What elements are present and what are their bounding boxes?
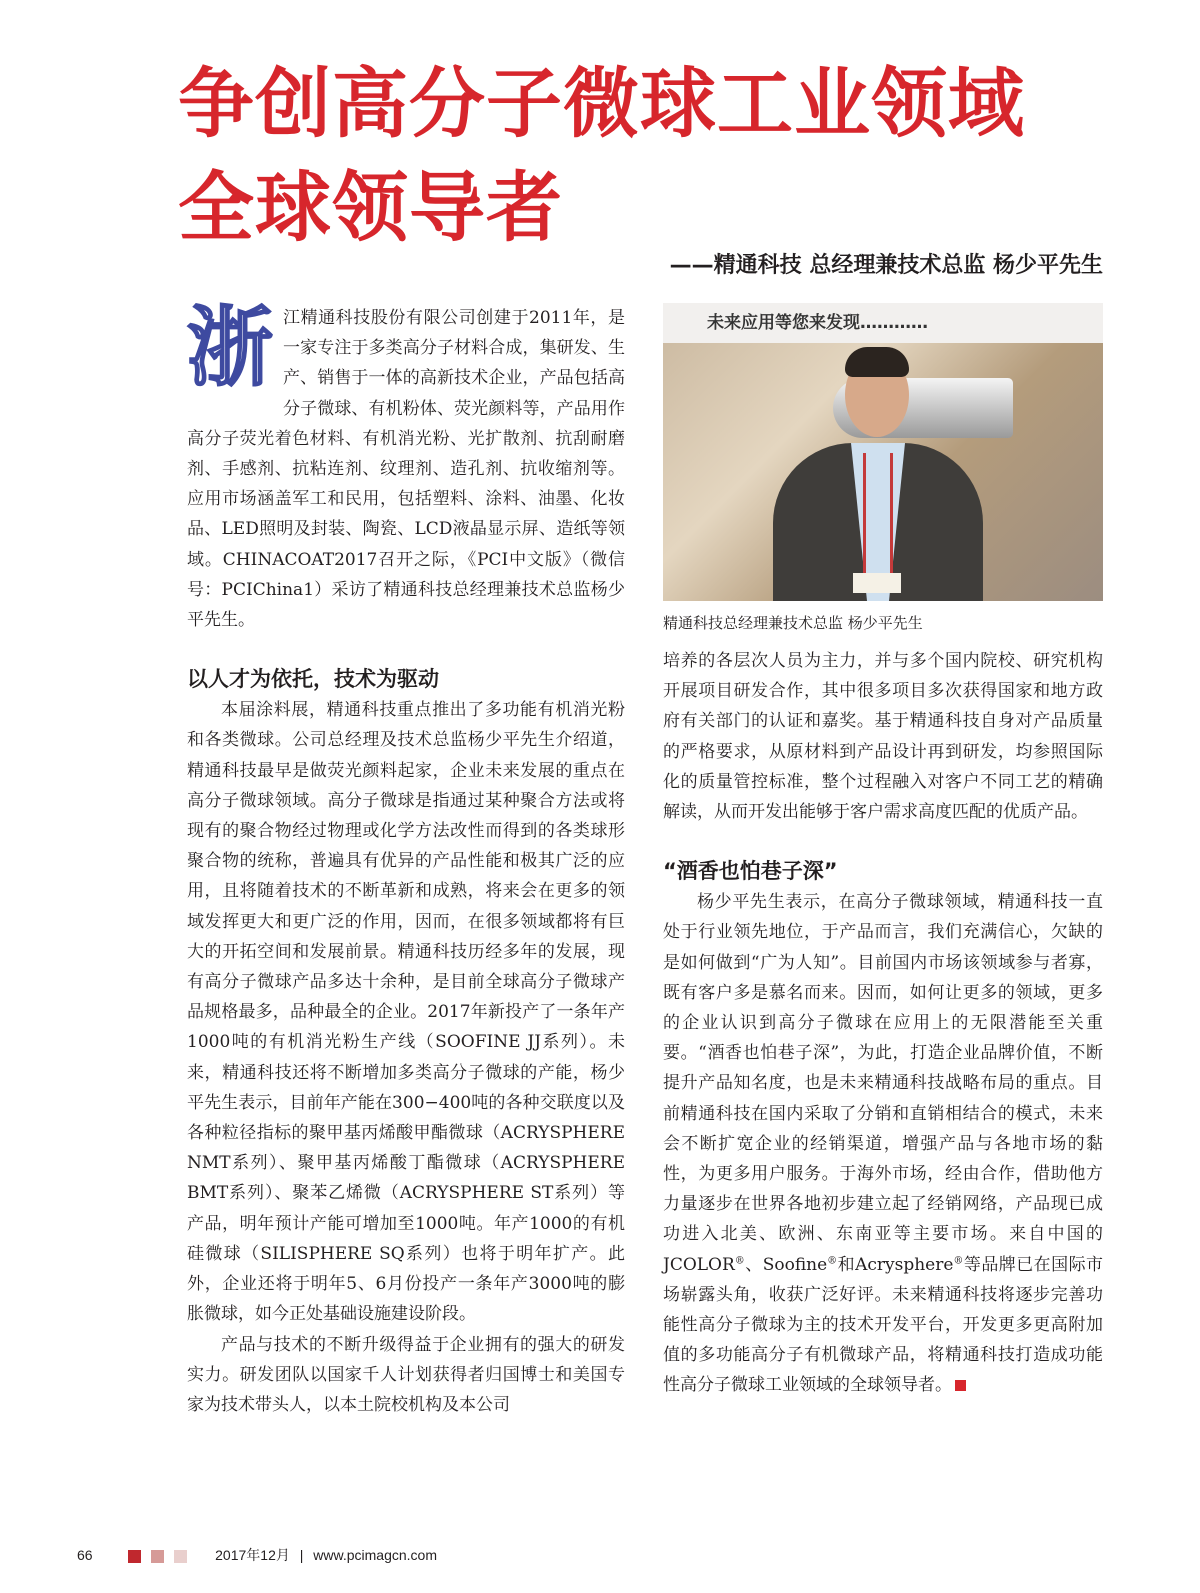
section-heading-1: 以人才为依托，技术为驱动 bbox=[187, 667, 439, 692]
left-column bbox=[187, 298, 625, 1420]
conjunction: 和 bbox=[837, 1254, 856, 1275]
registered-mark: ® bbox=[953, 1255, 964, 1266]
name-badge bbox=[853, 573, 901, 593]
brand-jcolor: JCOLOR bbox=[663, 1254, 735, 1275]
footer-square-icon-2 bbox=[151, 1550, 164, 1563]
page-number: 66 bbox=[77, 1547, 93, 1563]
brand-soofine: Soofine bbox=[762, 1254, 828, 1275]
section1-paragraph-2-start: 产品与技术的不断升级得益于企业拥有的强大的研发实力。研发团队以国家千人计划获得者归国博士和美国专家为技术带头人，以本土院校机构及本公司 bbox=[187, 1334, 625, 1415]
end-mark-icon bbox=[955, 1380, 966, 1391]
section2-text-a: 杨少平先生表示，在高分子微球领域，精通科技一直处于行业领先地位，于产品而言，我们充满信心，欠缺的是如何做到“广为人知”。目前国内市场该领域参与者寡，既有客户多是慕名而来。因而，如何让更多的领域，更多的企业认识到高分子微球在应用上的无限潜能至关重要。“酒香也怕巷子深”，为此，打造企业品牌价值，不断提升产品知名度，也是未来精通科技战略布局的重点。目前精通科技在国内采取了分销和直销相结合的模式，未来会不断扩宽企业的经销渠道，增强产品与各地市场的黏性，为更多用户服务。于海外市场，经由合作，借助他方力量逐步在世界各地初步建立起了经销网络，产品现已成功进入北美、欧洲、东南亚等主要市场。来自中国的 bbox=[663, 892, 1103, 1245]
footer-square-icon-3 bbox=[174, 1550, 187, 1563]
separator-comma: 、 bbox=[744, 1254, 763, 1275]
article-title bbox=[178, 52, 1138, 260]
byline: ——精通科技 总经理兼技术总监 杨少平先生 bbox=[669, 253, 1103, 278]
registered-mark: ® bbox=[827, 1255, 838, 1266]
section1-paragraph-2-continued: 培养的各层次人员为主力，并与多个国内院校、研究机构开展项目研发合作，其中很多项目多次获得国家和地方政府有关部门的认证和嘉奖。基于精通科技自身对产品质量的严格要求，从原材料到产品设计再到研发，均参照国际化的质量管控标准，整个过程融入对客户不同工艺的精确解读，从而开发出能够于客户需求高度匹配的优质产品。 bbox=[663, 651, 1103, 823]
title-line-2: 全球领导者 bbox=[178, 163, 563, 252]
person-hair bbox=[845, 347, 909, 377]
title-line-1: 争创高分子微球工业领域 bbox=[178, 59, 1025, 148]
brand-acrysphere: Acrysphere bbox=[855, 1254, 954, 1275]
section1-paragraph-1: 本届涂料展，精通科技重点推出了多功能有机消光粉和各类微球。公司总经理及技术总监杨少平先生介绍道，精通科技最早是做荧光颜料起家，企业未来发展的重点在高分子微球领域。高分子微球是指通过某种聚合方法或将现有的聚合物经过物理或化学方法改性而得到的各类球形聚合物的统称，普遍具有优异的产品性能和极其广泛的应用，且将随着技术的不断革新和成熟，将来会在更多的领域发挥更大和更广泛的作用，因而，在很多领域都将有巨大的开拓空间和发展前景。精通科技历经多年的发展，现有高分子微球产品多达十余种，是目前全球高分子微球产品规格最多，品种最全的企业。2017年新投产了一条年产1000吨的有机消光粉生产线（SOOFINE JJ系列）。未来，精通科技还将不断增加多类高分子微球的产能，杨少平先生表示，目前年产能在300−400吨的各种交联度以及各种粒径指标的聚甲基丙烯酸甲酯微球（ACRYSPHERE NMT系列）、聚甲基丙烯酸丁酯微球（ACRYSPHERE BMT系列）、聚苯乙烯微（ACRYSPHERE ST系列）等产品，明年预计产能可增加至1000吨。年产1000的有机硅微球（SILISPHERE SQ系列）也将于明年扩产。此外，企业还将于明年5、6月份投产一条年产3000吨的膨胀微球，如今正处基础设施建设阶段。 bbox=[187, 700, 625, 1325]
section-heading-2: “酒香也怕巷子深” bbox=[663, 859, 838, 884]
intro-text: 江精通科技股份有限公司创建于2011年，是一家专注于多类高分子材料合成，集研发、生产、销售于一体的高新技术企业，产品包括高分子微球、有机粉体、荧光颜料等，产品用作高分子荧光着色材料、有机消光粉、光扩散剂、抗刮耐磨剂、手感剂、抗粘连剂、纹理剂、造孔剂、抗收缩剂等。应用市场涵盖军工和民用，包括塑料、涂料、油墨、化妆品、LED照明及封装、陶瓷、LCD液晶显示屏、造纸等领域。CHINACOAT2017召开之际，《PCI中文版》（微信号：PCIChina1）采访了精通科技总经理兼技术总监杨少平先生。 bbox=[187, 308, 625, 631]
section2-paragraph bbox=[663, 887, 1103, 1400]
section2-text-b: 等品牌已在国际市场崭露头角，收获广泛好评。未来精通科技将逐步完善功能性高分子微球为主的技术开发平台，开发更多更高附加值的多功能高分子有机微球产品，将精通科技打造成功能性高分子微球工业领域的全球领导者。 bbox=[663, 1254, 1104, 1396]
photo-banner-text: 未来应用等您来发现………… bbox=[663, 303, 1103, 343]
registered-mark: ® bbox=[734, 1255, 745, 1266]
interview-photo bbox=[663, 303, 1103, 601]
drop-cap: 浙 bbox=[187, 298, 273, 398]
right-column bbox=[663, 646, 1103, 1401]
footer-square-icon-1 bbox=[128, 1550, 141, 1563]
intro-paragraph bbox=[187, 298, 625, 635]
lanyard bbox=[863, 453, 893, 573]
website-url[interactable]: www.pcimagcn.com bbox=[313, 1547, 437, 1563]
page-footer bbox=[77, 1543, 437, 1567]
footer-separator: | bbox=[299, 1547, 304, 1563]
photo-caption: 精通科技总经理兼技术总监 杨少平先生 bbox=[663, 614, 923, 632]
issue-date: 2017年12月 bbox=[215, 1547, 290, 1563]
